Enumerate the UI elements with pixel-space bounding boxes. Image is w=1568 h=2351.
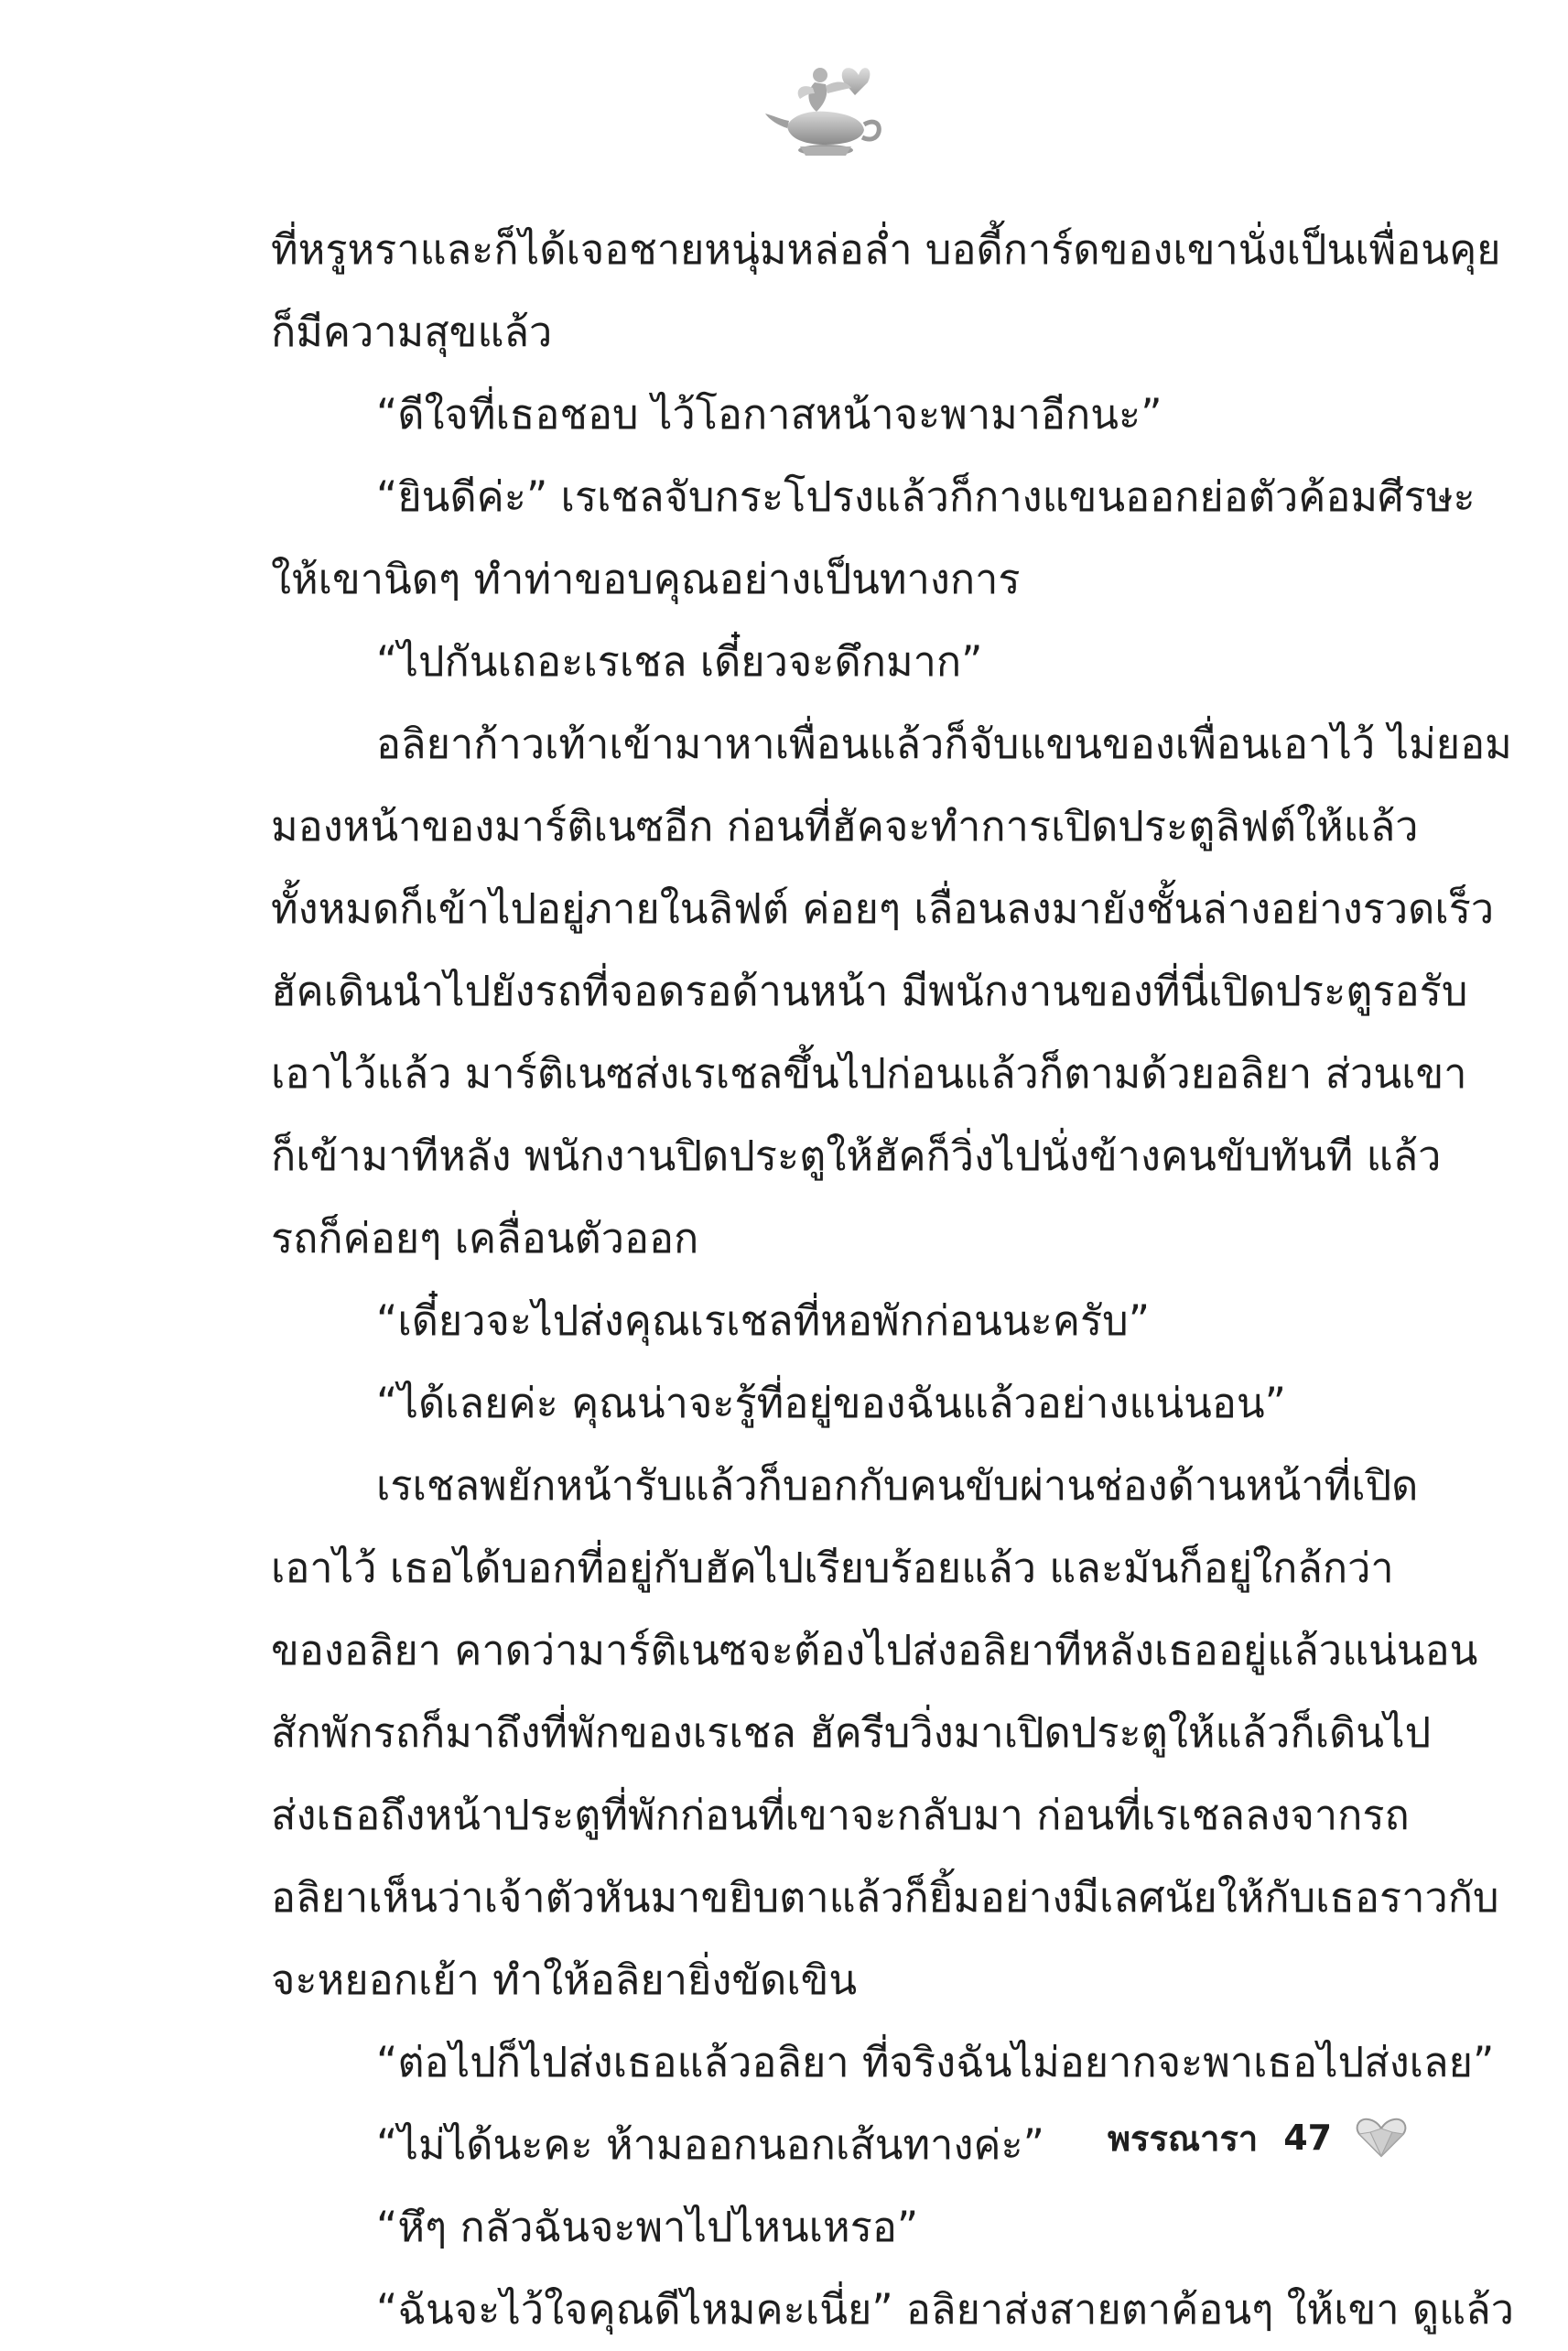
paragraph-line: จะหยอกเย้า ทำให้อลิยายิ่งขัดเขิน: [271, 1956, 858, 2004]
paragraph-line: เอาไว้ เธอได้บอกที่อยู่กับฮัคไปเรียบร้อยแล้ว และมันก็อยู่ใกล้กว่า: [271, 1544, 1394, 1592]
paragraph-line: “ยินดีค่ะ” เรเชลจับกระโปรงแล้วก็กางแขนออกย่อตัวค้อมศีรษะ: [376, 472, 1476, 521]
paragraph-line: ก็เข้ามาทีหลัง พนักงานปิดประตูให้ฮัคก็วิ่งไปนั่งข้างคนขับทันที แล้ว: [271, 1132, 1442, 1180]
page-number: 47: [1283, 2118, 1333, 2158]
paragraph-line: ของอลิยา คาดว่ามาร์ติเนซจะต้องไปส่งอลิยาทีหลังเธออยู่แล้วแน่นอน: [271, 1626, 1478, 1674]
paragraph-line: เรเชลพยักหน้ารับแล้วก็บอกกับคนขับผ่านช่องด้านหน้าที่เปิด: [376, 1461, 1419, 1510]
paragraph-line: ทั้งหมดก็เข้าไปอยู่ภายในลิฟต์ ค่อยๆ เลื่อนลงมายังชั้นล่างอย่างรวดเร็ว: [271, 884, 1495, 933]
heart-gem-icon: [1354, 2116, 1409, 2160]
body-text: [271, 209, 1514, 2351]
paragraph-line: อลิยาก้าวเท้าเข้ามาหาเพื่อนแล้วก็จับแขนของเพื่อนเอาไว้ ไม่ยอม: [376, 720, 1512, 768]
paragraph-line: มองหน้าของมาร์ติเนซอีก ก่อนที่ฮัคจะทำการเปิดประตูลิฟต์ให้แล้ว: [271, 802, 1419, 850]
paragraph-line: “เดี๋ยวจะไปส่งคุณเรเชลที่หอพักก่อนนะครับ”: [376, 1296, 1151, 1345]
paragraph-line: “ฉันจะไว้ใจคุณดีไหมคะเนี่ย” อลิยาส่งสายตาค้อนๆ ให้เขา ดูแล้ว: [376, 2285, 1514, 2334]
paragraph-line: “ต่อไปก็ไปส่งเธอแล้วอลิยา ที่จริงฉันไม่อยากจะพาเธอไปส่งเลย”: [376, 2038, 1495, 2086]
paragraph-line: อลิยาเห็นว่าเจ้าตัวหันมาขยิบตาแล้วก็ยิ้มอย่างมีเลศนัยให้กับเธอราวกับ: [271, 1873, 1499, 1922]
teapot-fairy-ornament-icon: [760, 55, 897, 165]
paragraph-line: ก็มีความสุขแล้ว: [271, 308, 553, 356]
paragraph-line: ส่งเธอถึงหน้าประตูที่พักก่อนที่เขาจะกลับมา ก่อนที่เรเชลลงจากรถ: [271, 1791, 1410, 1839]
paragraph-line: “ไม่ได้นะคะ ห้ามออกนอกเส้นทางค่ะ”: [376, 2120, 1044, 2169]
paragraph-line: สักพักรถก็มาถึงที่พักของเรเชล ฮัครีบวิ่งมาเปิดประตูให้แล้วก็เดินไป: [271, 1708, 1432, 1757]
paragraph-line: ให้เขานิดๆ ทำท่าขอบคุณอย่างเป็นทางการ: [271, 555, 1021, 603]
paragraph-line: “ดีใจที่เธอชอบ ไว้โอกาสหน้าจะพามาอีกนะ”: [376, 390, 1162, 439]
paragraph-line: รถก็ค่อยๆ เคลื่อนตัวออก: [271, 1214, 699, 1262]
paragraph-line: เอาไว้แล้ว มาร์ติเนซส่งเรเชลขึ้นไปก่อนแล้วก็ตามด้วยอลิยา ส่วนเขา: [271, 1049, 1467, 1098]
running-title: พรรณารา: [1108, 2118, 1259, 2159]
paragraph-line: ฮัคเดินนำไปยังรถที่จอดรอด้านหน้า มีพนักงานของที่นี่เปิดประตูรอรับ: [271, 967, 1468, 1015]
paragraph-line: “หึๆ กลัวฉันจะพาไปไหนเหรอ”: [376, 2203, 919, 2251]
paragraph-line: “ได้เลยค่ะ คุณน่าจะรู้ที่อยู่ของฉันแล้วอย่างแน่นอน”: [376, 1379, 1286, 1427]
page-footer: [1108, 2110, 1409, 2165]
paragraph-line: ที่หรูหราและก็ได้เจอชายหนุ่มหล่อล่ำ บอดี้การ์ดของเขานั่งเป็นเพื่อนคุย: [271, 225, 1501, 274]
paragraph-line: “ไปกันเถอะเรเชล เดี๋ยวจะดึกมาก”: [376, 637, 983, 686]
